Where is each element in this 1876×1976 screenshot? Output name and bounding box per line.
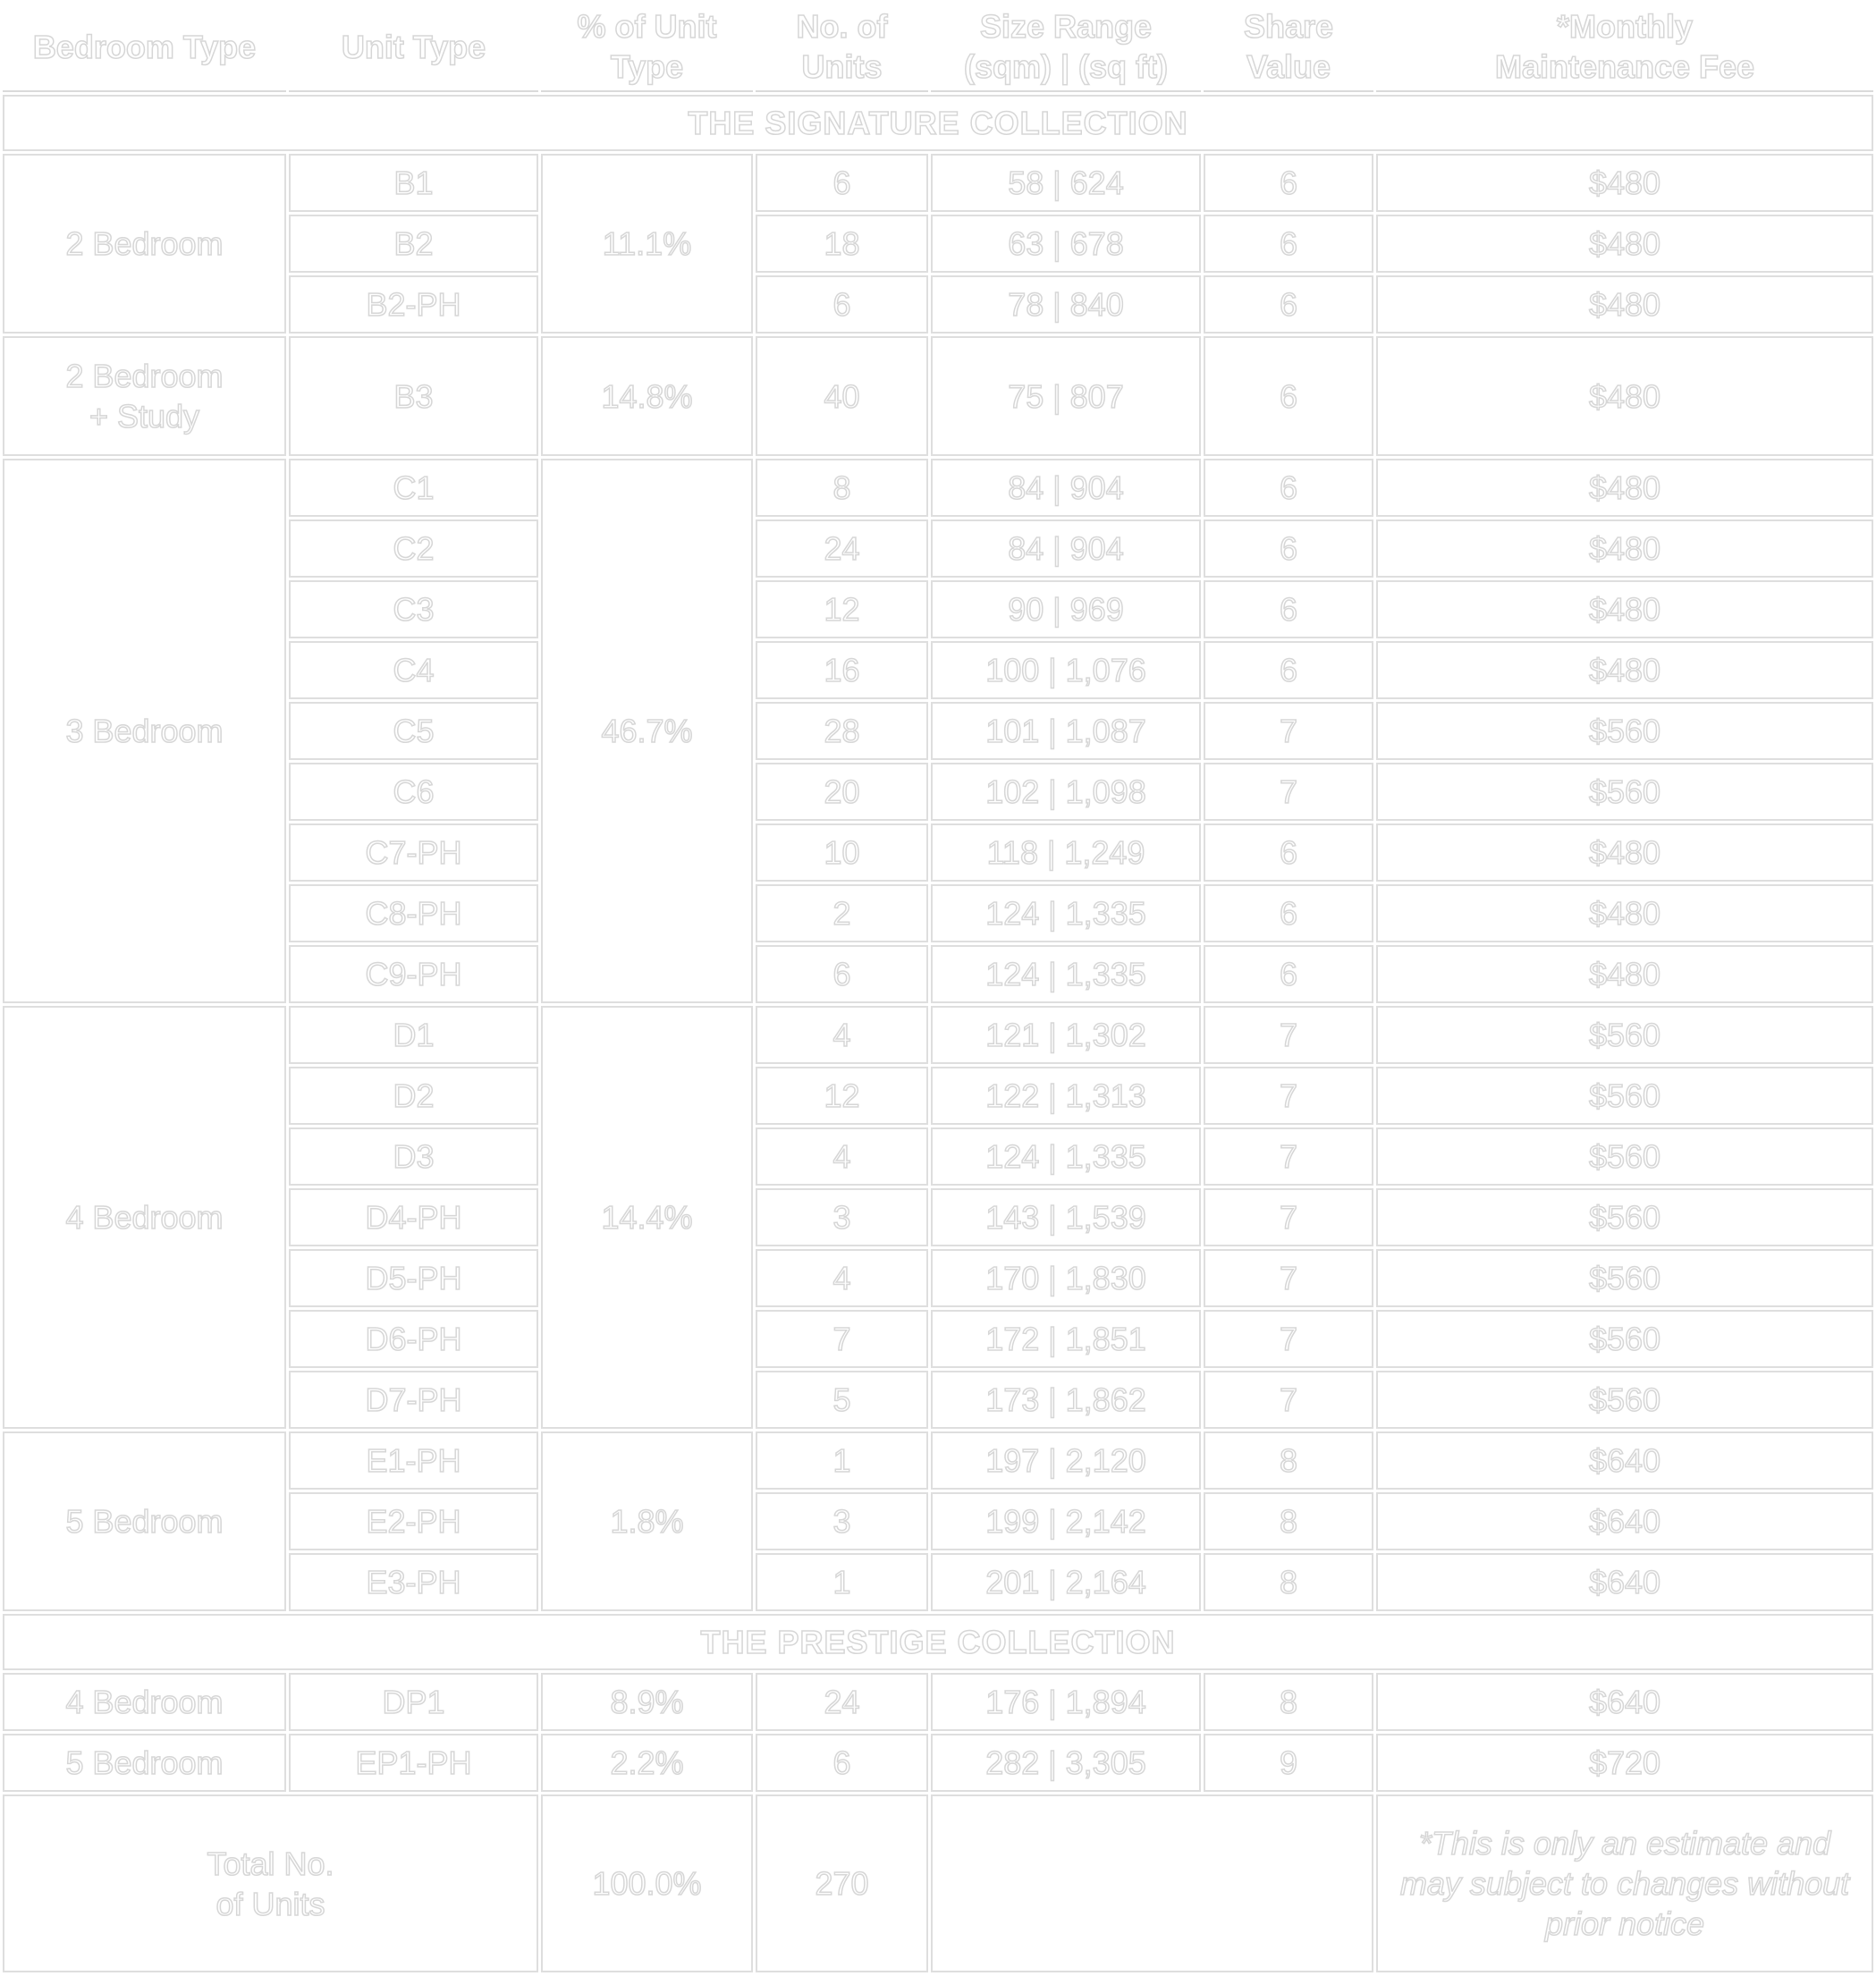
maintenance-fee-cell: $560 (1376, 1006, 1873, 1064)
no-units-cell: 1 (756, 1553, 928, 1611)
unit-type-cell: D3 (289, 1127, 538, 1186)
unit-type-cell: C9-PH (289, 945, 538, 1003)
size-range-cell: 102 | 1,098 (931, 763, 1201, 821)
maintenance-fee-cell: $480 (1376, 459, 1873, 517)
size-range-cell: 143 | 1,539 (931, 1188, 1201, 1246)
size-range-cell: 78 | 840 (931, 275, 1201, 334)
bedroom-type-cell: 2 Bedroom (3, 154, 286, 334)
no-units-cell: 4 (756, 1127, 928, 1186)
bedroom-type-cell: 4 Bedroom (3, 1673, 286, 1731)
total-row (3, 1794, 1873, 1972)
size-range-cell: 282 | 3,305 (931, 1734, 1201, 1792)
maintenance-fee-cell: $560 (1376, 1067, 1873, 1125)
maintenance-fee-cell: $560 (1376, 1371, 1873, 1429)
maintenance-fee-cell: $560 (1376, 1249, 1873, 1307)
unit-type-cell: C6 (289, 763, 538, 821)
maintenance-fee-cell: $480 (1376, 641, 1873, 699)
maintenance-fee-cell: $640 (1376, 1553, 1873, 1611)
table-row (3, 1431, 1873, 1490)
header-bedroom-type: Bedroom Type (3, 3, 286, 92)
unit-type-cell: C3 (289, 580, 538, 638)
maintenance-fee-cell: $480 (1376, 580, 1873, 638)
share-value-cell: 6 (1204, 154, 1373, 212)
bedroom-type-cell: 5 Bedroom (3, 1734, 286, 1792)
no-units-cell: 5 (756, 1371, 928, 1429)
bedroom-type-cell: 3 Bedroom (3, 459, 286, 1003)
share-value-cell: 7 (1204, 763, 1373, 821)
header-maintenance-fee: *Monthly Maintenance Fee (1376, 3, 1873, 92)
maintenance-fee-cell: $640 (1376, 1492, 1873, 1550)
share-value-cell: 7 (1204, 702, 1373, 760)
prestige-collection-row (3, 1614, 1873, 1670)
maintenance-fee-cell: $560 (1376, 1188, 1873, 1246)
no-units-cell: 2 (756, 884, 928, 942)
size-range-cell: 90 | 969 (931, 580, 1201, 638)
share-value-cell: 8 (1204, 1492, 1373, 1550)
table-row (3, 336, 1873, 456)
unit-type-cell: C5 (289, 702, 538, 760)
share-value-cell: 7 (1204, 1249, 1373, 1307)
share-value-cell: 8 (1204, 1431, 1373, 1490)
pct-unit-type-cell: 1.8% (541, 1431, 753, 1611)
table-row (3, 459, 1873, 517)
maintenance-fee-cell: $480 (1376, 823, 1873, 882)
size-range-cell: 63 | 678 (931, 215, 1201, 273)
size-range-cell: 173 | 1,862 (931, 1371, 1201, 1429)
no-units-cell: 12 (756, 1067, 928, 1125)
size-range-cell: 170 | 1,830 (931, 1249, 1201, 1307)
total-label-cell: Total No. of Units (3, 1794, 538, 1972)
share-value-cell: 6 (1204, 459, 1373, 517)
estimate-note-cell: *This is only an estimate and may subject to changes without prior notice (1376, 1794, 1873, 1972)
size-range-cell: 197 | 2,120 (931, 1431, 1201, 1490)
maintenance-fee-cell: $480 (1376, 215, 1873, 273)
size-range-cell: 176 | 1,894 (931, 1673, 1201, 1731)
size-range-cell: 124 | 1,335 (931, 945, 1201, 1003)
unit-type-cell: D7-PH (289, 1371, 538, 1429)
share-value-cell: 6 (1204, 641, 1373, 699)
no-units-cell: 8 (756, 459, 928, 517)
size-range-cell: 124 | 1,335 (931, 1127, 1201, 1186)
no-units-cell: 40 (756, 336, 928, 456)
table-row (3, 1734, 1873, 1792)
header-pct-unit-type: % of Unit Type (541, 3, 753, 92)
table-row (3, 1006, 1873, 1064)
no-units-cell: 3 (756, 1492, 928, 1550)
size-range-cell: 122 | 1,313 (931, 1067, 1201, 1125)
no-units-cell: 6 (756, 275, 928, 334)
signature-collection-row (3, 95, 1873, 151)
no-units-cell: 16 (756, 641, 928, 699)
header-no-units: No. of Units (756, 3, 928, 92)
table-header (3, 3, 1873, 92)
no-units-cell: 24 (756, 1673, 928, 1731)
size-range-cell: 172 | 1,851 (931, 1310, 1201, 1368)
unit-type-cell: C1 (289, 459, 538, 517)
share-value-cell: 7 (1204, 1006, 1373, 1064)
share-value-cell: 6 (1204, 945, 1373, 1003)
bedroom-type-cell: 2 Bedroom + Study (3, 336, 286, 456)
size-range-cell: 84 | 904 (931, 519, 1201, 578)
maintenance-fee-cell: $640 (1376, 1431, 1873, 1490)
table-row (3, 1673, 1873, 1731)
share-value-cell: 6 (1204, 336, 1373, 456)
total-pct-cell: 100.0% (541, 1794, 753, 1972)
share-value-cell: 9 (1204, 1734, 1373, 1792)
total-empty-cell (931, 1794, 1373, 1972)
unit-type-cell: E3-PH (289, 1553, 538, 1611)
unit-type-cell: D6-PH (289, 1310, 538, 1368)
share-value-cell: 7 (1204, 1127, 1373, 1186)
no-units-cell: 7 (756, 1310, 928, 1368)
table-body (3, 95, 1873, 1972)
maintenance-fee-cell: $480 (1376, 154, 1873, 212)
no-units-cell: 6 (756, 945, 928, 1003)
unit-type-cell: B1 (289, 154, 538, 212)
size-range-cell: 100 | 1,076 (931, 641, 1201, 699)
unit-type-cell: C7-PH (289, 823, 538, 882)
maintenance-fee-cell: $560 (1376, 1310, 1873, 1368)
size-range-cell: 84 | 904 (931, 459, 1201, 517)
share-value-cell: 7 (1204, 1371, 1373, 1429)
header-share-value: Share Value (1204, 3, 1373, 92)
unit-type-cell: EP1-PH (289, 1734, 538, 1792)
bedroom-type-cell: 5 Bedroom (3, 1431, 286, 1611)
unit-type-cell: B2 (289, 215, 538, 273)
maintenance-fee-cell: $480 (1376, 945, 1873, 1003)
unit-type-cell: DP1 (289, 1673, 538, 1731)
share-value-cell: 6 (1204, 275, 1373, 334)
unit-type-cell: B2-PH (289, 275, 538, 334)
header-size-range: Size Range (sqm) | (sq ft) (931, 3, 1201, 92)
unit-type-cell: D4-PH (289, 1188, 538, 1246)
size-range-cell: 101 | 1,087 (931, 702, 1201, 760)
unit-type-cell: E2-PH (289, 1492, 538, 1550)
share-value-cell: 6 (1204, 580, 1373, 638)
no-units-cell: 24 (756, 519, 928, 578)
share-value-cell: 7 (1204, 1067, 1373, 1125)
no-units-cell: 10 (756, 823, 928, 882)
table-row (3, 154, 1873, 212)
no-units-cell: 3 (756, 1188, 928, 1246)
maintenance-fee-cell: $560 (1376, 1127, 1873, 1186)
no-units-cell: 12 (756, 580, 928, 638)
pct-unit-type-cell: 14.4% (541, 1006, 753, 1429)
no-units-cell: 4 (756, 1006, 928, 1064)
unit-type-cell: C8-PH (289, 884, 538, 942)
prestige-collection-title: THE PRESTIGE COLLECTION (3, 1614, 1873, 1670)
maintenance-fee-cell: $560 (1376, 763, 1873, 821)
share-value-cell: 6 (1204, 519, 1373, 578)
share-value-cell: 6 (1204, 884, 1373, 942)
unit-type-cell: D1 (289, 1006, 538, 1064)
no-units-cell: 6 (756, 154, 928, 212)
share-value-cell: 8 (1204, 1673, 1373, 1731)
size-range-cell: 124 | 1,335 (931, 884, 1201, 942)
size-range-cell: 199 | 2,142 (931, 1492, 1201, 1550)
share-value-cell: 6 (1204, 215, 1373, 273)
total-units-cell: 270 (756, 1794, 928, 1972)
bedroom-type-cell: 4 Bedroom (3, 1006, 286, 1429)
no-units-cell: 4 (756, 1249, 928, 1307)
no-units-cell: 18 (756, 215, 928, 273)
header-unit-type: Unit Type (289, 3, 538, 92)
size-range-cell: 201 | 2,164 (931, 1553, 1201, 1611)
share-value-cell: 8 (1204, 1553, 1373, 1611)
maintenance-fee-cell: $480 (1376, 275, 1873, 334)
unit-type-cell: D5-PH (289, 1249, 538, 1307)
unit-type-cell: C4 (289, 641, 538, 699)
share-value-cell: 7 (1204, 1310, 1373, 1368)
share-value-cell: 7 (1204, 1188, 1373, 1246)
unit-type-cell: C2 (289, 519, 538, 578)
signature-collection-title: THE SIGNATURE COLLECTION (3, 95, 1873, 151)
unit-type-cell: E1-PH (289, 1431, 538, 1490)
unit-type-cell: B3 (289, 336, 538, 456)
maintenance-fee-cell: $720 (1376, 1734, 1873, 1792)
size-range-cell: 121 | 1,302 (931, 1006, 1201, 1064)
pct-unit-type-cell: 2.2% (541, 1734, 753, 1792)
maintenance-fee-cell: $480 (1376, 884, 1873, 942)
maintenance-fee-cell: $480 (1376, 519, 1873, 578)
no-units-cell: 20 (756, 763, 928, 821)
maintenance-fee-cell: $640 (1376, 1673, 1873, 1731)
size-range-cell: 58 | 624 (931, 154, 1201, 212)
size-range-cell: 118 | 1,249 (931, 823, 1201, 882)
maintenance-fee-cell: $480 (1376, 336, 1873, 456)
no-units-cell: 6 (756, 1734, 928, 1792)
no-units-cell: 1 (756, 1431, 928, 1490)
size-range-cell: 75 | 807 (931, 336, 1201, 456)
no-units-cell: 28 (756, 702, 928, 760)
pct-unit-type-cell: 46.7% (541, 459, 753, 1003)
pct-unit-type-cell: 11.1% (541, 154, 753, 334)
header-row (3, 3, 1873, 92)
unit-type-cell: D2 (289, 1067, 538, 1125)
maintenance-fee-cell: $560 (1376, 702, 1873, 760)
pct-unit-type-cell: 8.9% (541, 1673, 753, 1731)
pct-unit-type-cell: 14.8% (541, 336, 753, 456)
share-value-cell: 6 (1204, 823, 1373, 882)
